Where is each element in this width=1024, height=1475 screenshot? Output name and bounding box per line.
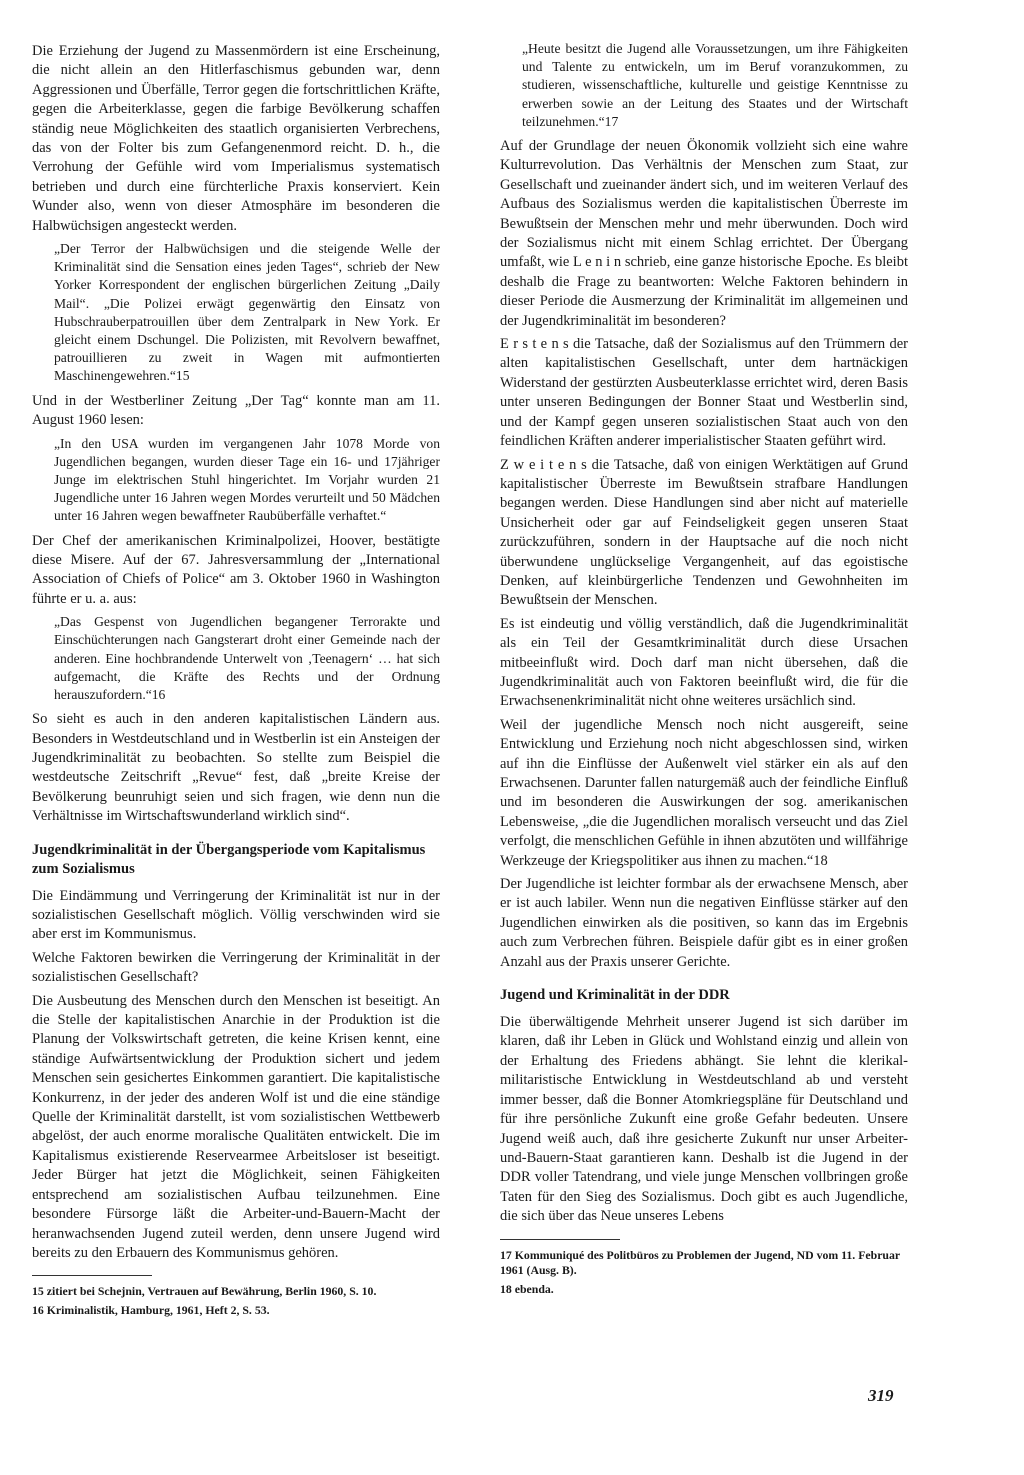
paragraph: E r s t e n s die Tatsache, daß der Sozialismus auf den Trümmern der alten kapitalistischen Gesellschaft, unter dem hartnäckigen Widerstand der gestürzten Ausbeuterklasse errichtet wird, deren Basis unter unseren Bedingungen der Bonner Staat und Westberlin sind, und der Kampf gegen unseren sozialistischen Staat auch von den feindlichen Kräften anderer imperialistischer Staaten geführt wird. (500, 336, 908, 450)
section-heading: Jugend und Kriminalität in der DDR (500, 987, 730, 1004)
right-column (500, 40, 908, 1301)
footnote: 18 ebenda. (500, 1281, 554, 1296)
section-heading: Jugendkriminalität in der Übergangsperiode vom Kapitalismus zum Sozialismus (32, 841, 426, 877)
paragraph: So sieht es auch in den anderen kapitalistischen Ländern aus. Besonders in Westdeutschland und in Westberlin ist ein Ansteigen der Jugendkriminalität zu beobachten. So stellte zum Beispiel die westdeutsche Zeitschrift „Revue“ fest, daß „breite Kreise der Bevölkerung beunruhigt seien und sich fragen, wie denn nun die Verhältnisse im Wirtschaftswunderland wirklich sind“. (32, 711, 440, 825)
paragraph: Die überwältigende Mehrheit unserer Jugend ist sich darüber im klaren, daß ihr Leben in Glück und Wohlstand einzig und allein von der Erhaltung des Friedens abhängt. Sie lehnt die klerikal-militaristische Entwicklung in Westdeutschland ab und versteht immer besser, daß die Bonner Atomkriegspläne für Deutschland und für ihre persönliche Zukunft eine große Gefahr bedeuten. Unsere Jugend weiß auch, daß ihre gesicherte Zukunft nur unser Arbeiter-und-Bauern-Staat garantieren kann. Deshalb ist die Jugend in der DDR voller Tatendrang, und viele junge Menschen vollbringen große Taten für den Sieg des Sozialismus. Doch gibt es auch Jugendliche, die sich über das Neue unseres Lebens (500, 1014, 908, 1225)
block-quote: „Das Gespenst von Jugendlichen begangener Terrorakte und Einschüchterungen nach Gangsterart droht einer Gemeinde nach der anderen. Eine hochbrandende Unterwelt von ‚Teenagern‘ … hat sich aufgemacht, die Kräfte des Rechts und der Ordnung herauszufordern.“16 (54, 614, 440, 702)
footnote-divider (32, 1275, 152, 1276)
block-quote: „In den USA wurden im vergangenen Jahr 1078 Morde von Jugendlichen begangen, wurden dieser Tage ein 16- und 17jähriger Junge im elektrischen Stuhl hingerichtet. Im Vorjahr wurden 21 Jugendliche unter 16 Jahren wegen Mordes verurteilt und 50 Mädchen unter 16 Jahren wegen bewaffneter Raubüberfälle verhaftet.“ (54, 435, 440, 524)
paragraph: Weil der jugendliche Mensch noch nicht ausgereift, seine Entwicklung und Erziehung noch nicht abgeschlossen sind, wirken auf ihn die Einflüsse der Außenwelt viel stärker ein als auf den Erwachsenen. Darunter fallen naturgemäß auch der feindliche Einfluß und im besonderen die Auswirkungen der sog. amerikanischen Lebensweise, „die die Jugendlichen moralisch verseucht und das Ziel verfolgt, die menschlichen Gefühle in ihnen abzutöten und willfährige Werkzeuge der Kriegspolitiker aus ihnen zu machen.“18 (500, 716, 908, 869)
footnote: 15 zitiert bei Schejnin, Vertrauen auf Bewährung, Berlin 1960, S. 10. (32, 1284, 377, 1299)
paragraph: Die Erziehung der Jugend zu Massenmördern ist eine Erscheinung, die nicht allein an den Hitlerfaschismus gebunden war, denn Aggressionen und Überfälle, Terror gegen die fortschrittlichen Kräfte, gegen die Arbeiterklasse, gegen die farbige Bevölkerung schaffen ständig neue Möglichkeiten des staatlich organisierten Verbrechens, das von der Folter bis zum Gefangenenmord reicht. D. h., die Verrohung der Gefühle wird vom Imperialismus systematisch betrieben und durch eine fürchterliche Praxis konserviert. Kein Wunder also, wenn von dieser Atmosphäre im besonderen die Halbwüchsigen angesteckt werden. (32, 43, 440, 234)
paragraph: Die Eindämmung und Verringerung der Kriminalität ist nur in der sozialistischen Gesellschaft möglich. Völlig verschwinden wird sie aber erst im Kommunismus. (32, 887, 440, 943)
paragraph: Und in der Westberliner Zeitung „Der Tag“ konnte man am 11. August 1960 lesen: (32, 392, 440, 429)
paragraph: Der Chef der amerikanischen Kriminalpolizei, Hoover, bestätigte diese Misere. Auf der 67. Jahresversammlung der „International Association of Chiefs of Police“ am 3. Oktober 1960 in Washington führte er u. a. aus: (32, 532, 440, 607)
paragraph: Es ist eindeutig und völlig verständlich, daß die Jugendkriminalität als ein Teil der Gesamtkriminalität durch diese Ursachen mitbeeinflußt wird. Doch darf man nicht übersehen, daß die Jugendkriminalität auch von Faktoren beeinflußt wird, die für die Erwachsenenkriminalität nicht ohne weiteres ursächlich sind. (500, 615, 908, 710)
paragraph: Z w e i t e n s die Tatsache, daß von einigen Werktätigen auf Grund kapitalistischer Überreste im Bewußtsein strafbare Handlungen begangen werden. Diese Handlungen sind aber nicht auf materielle Unsicherheit oder gar auf Feindseligkeit gegen unseren Staat zurückzuführen, sondern in der Hauptsache auf die noch nicht überwundene unglückselige Vergangenheit, auf das egoistische Denken, auf kleinbürgerliche Tendenzen und Gewohnheiten im Bewußtsein der Menschen. (500, 456, 908, 609)
paragraph: Der Jugendliche ist leichter formbar als der erwachsene Mensch, aber er ist auch labiler. Wenn nun die negativen Einflüsse stärker auf den Jugendlichen einwirken als die positiven, so kann das im Ergebnis auch zum Verbrechen führen. Beispiele dafür gibt es in einer großen Anzahl aus der Praxis unserer Gerichte. (500, 876, 908, 970)
page-number: 319 (868, 1386, 894, 1405)
paragraph: Die Ausbeutung des Menschen durch den Menschen ist beseitigt. An die Stelle der kapitalistischen Anarchie in der Produktion ist die Planung der Volkswirtschaft getreten, die keine Krisen kennt, eine ständige Aufwärtsentwicklung der Produktion sichert und jedem Menschen sein gesichertes Einkommen garantiert. Die kapitalistische Konkurrenz, in der jeder des anderen Wolf ist und die eine ständige Quelle der Kriminalität darstellt, ist vom sozialistischen Wettbewerb abgelöst, der auch enorme moralische Qualitäten entwickelt. Die im Kapitalismus existierende Reservearmee Arbeitsloser ist beseitigt. Jeder Bürger hat jetzt die Möglichkeit, seinen Fähigkeiten entsprechend am sozialistischen Aufbau teilzunehmen. Eine besondere Fürsorge läßt die Arbeiter-und-Bauern-Macht der heranwachsenden Jugend zuteil werden, denn unsere Jugend wird bereits zu den Erbauern des Kommunismus gehören. (32, 992, 440, 1261)
paragraph: Welche Faktoren bewirken die Verringerung der Kriminalität in der sozialistischen Gesellschaft? (32, 949, 440, 986)
footnote-divider (500, 1239, 620, 1240)
block-quote: „Heute besitzt die Jugend alle Voraussetzungen, um ihre Fähigkeiten und Talente zu entwickeln, um im Beruf voranzukommen, zu studieren, wissenschaftliche, kulturelle und geistige Kenntnisse zu erwerben sowie an der Leitung des Staates und der Wirtschaft teilzunehmen.“17 (522, 41, 908, 129)
paragraph: Auf der Grundlage der neuen Ökonomik vollzieht sich eine wahre Kulturrevolution. Das Verhältnis der Menschen zum Staat, zur Gesellschaft und zueinander ändert sich, und im weiteren Verlauf des Aufbaus des Sozialismus werden die kapitalistischen Überreste im Bewußtsein der Menschen mehr und mehr überwunden. Doch wird der Sozialismus nicht mit einem Schlag errichtet. Der Übergang umfaßt, wie L e n i n schrieb, eine ganze historische Epoche. Es bleibt deshalb die Frage zu beantworten: Welche Faktoren behindern in dieser Periode die Ausmerzung der Kriminalität im allgemeinen und der Jugendkriminalität im besonderen? (500, 138, 908, 329)
left-column (32, 42, 440, 1322)
footnote: 16 Kriminalistik, Hamburg, 1961, Heft 2, S. 53. (32, 1303, 270, 1318)
footnote: 17 Kommuniqué des Politbüros zu Problemen der Jugend, ND vom 11. Februar 1961 (Ausg. B). (500, 1247, 900, 1277)
block-quote: „Der Terror der Halbwüchsigen und die steigende Welle der Kriminalität sind die Sensation eines jeden Tages“, schrieb der New Yorker Korrespondent der englischen bürgerlichen Zeitung „Daily Mail“. „Die Polizei erwägt gegenwärtig den Einsatz von Hubschrauberpatrouillen über dem Zentralpark in New York. Er gleicht einem Dschungel. Die Polizisten, mit Revolvern bewaffnet, patrouillieren zu zweit in Wagen mit aufmontierten Maschinengewehren.“15 (54, 241, 440, 384)
